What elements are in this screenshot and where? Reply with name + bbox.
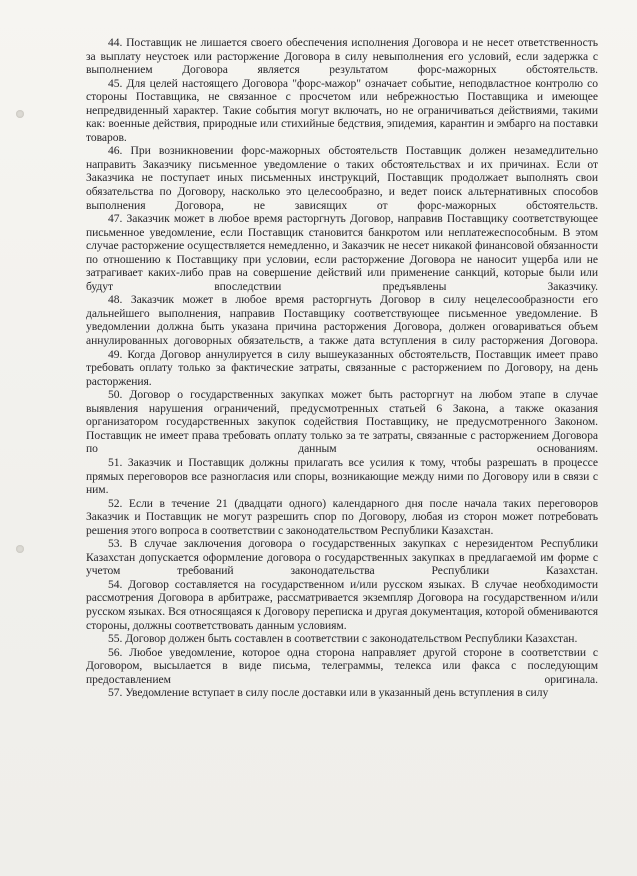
- paragraph-47: 47. Заказчик может в любое время расторгнуть Договор, направив Поставщику соответствующее письменное уведомление, если Поставщик становится банкротом или неплатежеспособным. В этом случае расторжение осуществляется немедленно, и Заказчик не несет никакой финансовой обязанности по отношению к Поставщику при условии, если расторжение Договора не наносит ущерба или не затрагивает каких-либо прав на совершение действий или применение санкций, которые были или будут впоследствии предъявлены Заказчику.: [86, 212, 598, 293]
- paragraph-46: 46. При возникновении форс-мажорных обстоятельств Поставщик должен незамедлительно направить Заказчику письменное уведомление о таких обстоятельствах и их причинах. Если от Заказчика не поступает иных письменных инструкций, Поставщик продолжает выполнять свои обязательства по Договору, насколько это целесообразно, и ведет поиск альтернативных способов выполнения Договора, не зависящих от форс-мажорных обстоятельств.: [86, 144, 598, 212]
- paragraph-45: 45. Для целей настоящего Договора "форс-мажор" означает событие, неподвластное контролю со стороны Поставщика, не связанное с просчетом или небрежностью Поставщика и имеющее непредвиденный характер. Такие события могут включать, но не ограничиваться действиями, такими как: военные действия, природные или стихийные бедствия, эпидемия, карантин и эмбарго на поставки товаров.: [86, 76, 598, 144]
- contract-text-body: [86, 36, 598, 700]
- paragraph-54: 54. Договор составляется на государственном и/или русском языках. В случае необходимости рассмотрения Договора в арбитраже, рассматривается экземпляр Договора на государственном и/или русском языках. Вся относящаяся к Договору переписка и другая документация, которой обмениваются стороны, должны соответствовать данным условиям.: [86, 577, 598, 632]
- paragraph-50: 50. Договор о государственных закупках может быть расторгнут на любом этапе в случае выявления нарушения ограничений, предусмотренных статьей 6 Закона, а также оказания организатором государственных закупок содействия Поставщику, не предусмотренного Законом. Поставщик не имеет права требовать оплату только за те затраты, связанные с расторжением Договора по данным основаниям.: [86, 388, 598, 456]
- paragraph-55: 55. Договор должен быть составлен в соответствии с законодательством Республики Казахстан.: [108, 632, 578, 646]
- paragraph-56: 56. Любое уведомление, которое одна сторона направляет другой стороне в соответствии с Договором, высылается в виде письма, телеграммы, телекса или факса с последующим предоставлением оригинала.: [86, 645, 598, 686]
- paragraph-53: 53. В случае заключения договора о государственных закупках с нерезидентом Республики Казахстан допускается оформление договора о государственных закупках в предлагаемой им форме с учетом требований законодательства Республики Казахстан.: [86, 537, 598, 578]
- paragraph-48: 48. Заказчик может в любое время расторгнуть Договор в силу нецелесообразности его дальнейшего выполнения, направив Поставщику соответствующее письменное уведомление. В уведомлении должна быть указана причина расторжения Договора, должен оговариваться объем аннулированных договорных обязательств, а также дата вступления в силу расторжения Договора.: [86, 293, 598, 348]
- paragraph-44: 44. Поставщик не лишается своего обеспечения исполнения Договора и не несет ответственность за выплату неустоек или расторжение Договора в силу невыполнения его условий, если задержка с выполнением Договора является результатом форс-мажорных обстоятельств.: [86, 36, 598, 77]
- paragraph-57: 57. Уведомление вступает в силу после доставки или в указанный день вступления в силу: [108, 686, 549, 700]
- paragraph-52: 52. Если в течение 21 (двадцати одного) календарного дня после начала таких переговоров Заказчик и Поставщик не могут разрешить спор по Договору, любая из сторон может потребовать решения этого вопроса в соответствии с законодательством Республики Казахстан.: [86, 496, 598, 537]
- paragraph-51: 51. Заказчик и Поставщик должны прилагать все усилия к тому, чтобы разрешать в процессе прямых переговоров все разногласия или споры, возникающие между ними по Договору или в связи с ним.: [86, 455, 598, 497]
- paragraph-49: 49. Когда Договор аннулируется в силу вышеуказанных обстоятельств, Поставщик имеет право требовать оплату только за фактические затраты, связанные с расторжением по Договору, на день расторжения.: [86, 347, 598, 388]
- punch-hole-mark: [16, 545, 24, 553]
- punch-hole-mark: [16, 110, 24, 118]
